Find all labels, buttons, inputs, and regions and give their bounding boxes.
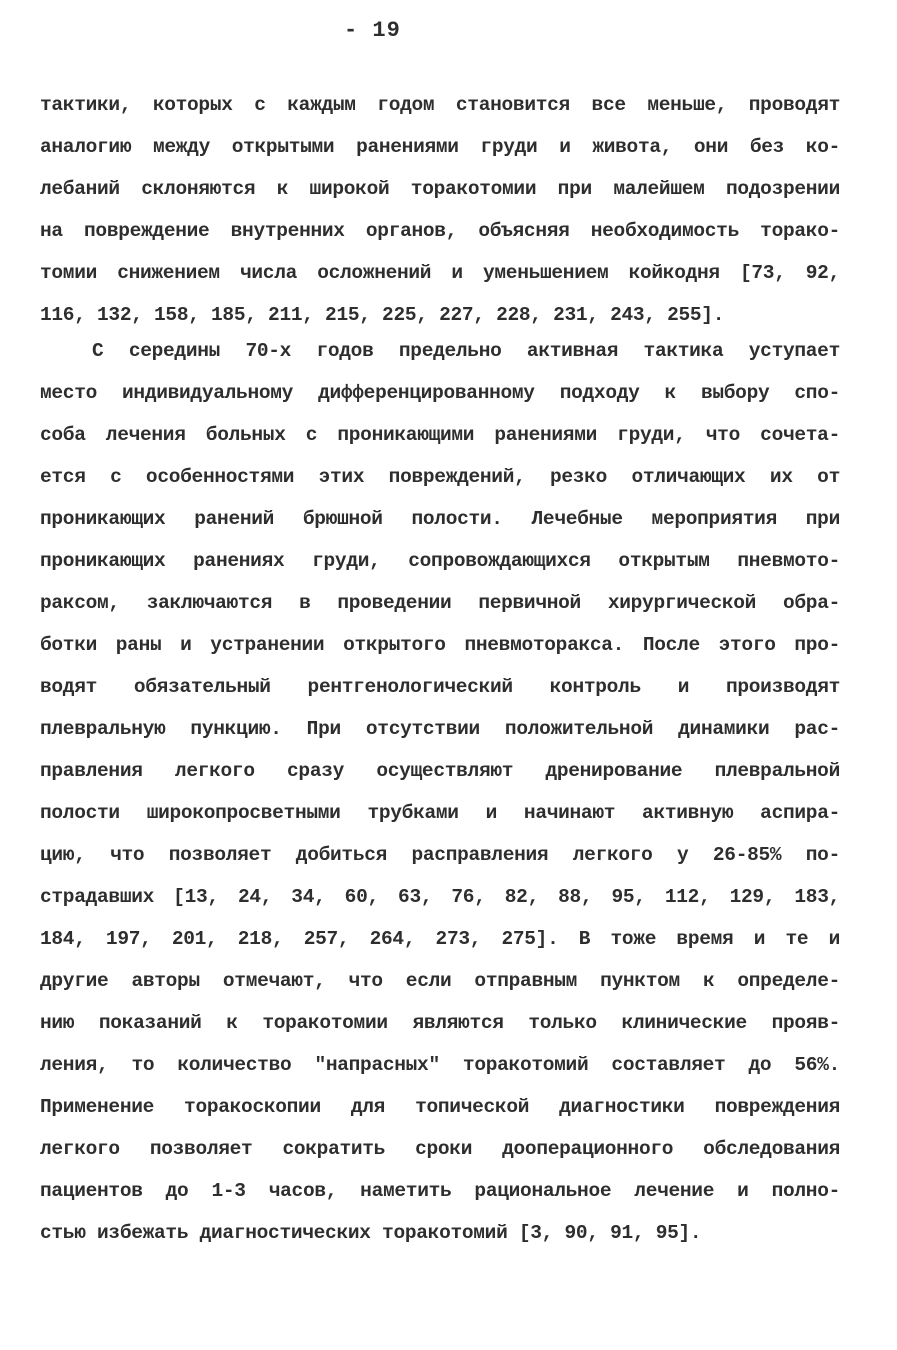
text-line: томии снижением числа осложнений и уменьшением койкодня [73, 92, <box>40 262 840 284</box>
text-line: на повреждение внутренних органов, объясняя необходимость торако- <box>40 220 840 242</box>
text-line: цию, что позволяет добиться расправления легкого у 26-85% по- <box>40 844 840 866</box>
text-line: плевральную пункцию. При отсутствии положительной динамики рас- <box>40 718 840 740</box>
text-line: пациентов до 1-3 часов, наметить рациональное лечение и полно- <box>40 1180 840 1202</box>
text-line: ется с особенностями этих повреждений, резко отличающих их от <box>40 466 840 488</box>
page-number: - 19 <box>344 18 401 43</box>
text-line: другие авторы отмечают, что если отправным пунктом к определе- <box>40 970 840 992</box>
text-line: 184, 197, 201, 218, 257, 264, 273, 275]. В тоже время и те и <box>40 928 840 950</box>
paragraph-1 <box>40 84 840 336</box>
text-line: легкого позволяет сократить сроки дооперационного обследования <box>40 1138 840 1160</box>
text-line: аналогию между открытыми ранениями груди и живота, они без ко- <box>40 136 840 158</box>
text-line: стью избежать диагностических торакотомий [3, 90, 91, 95]. <box>40 1222 702 1244</box>
text-line: проникающих ранений брюшной полости. Лечебные мероприятия при <box>40 508 840 530</box>
text-line: ботки раны и устранении открытого пневмоторакса. После этого про- <box>40 634 840 656</box>
text-line: 116, 132, 158, 185, 211, 215, 225, 227, 228, 231, 243, 255]. <box>40 304 725 326</box>
text-line: тактики, которых с каждым годом становится все меньше, проводят <box>40 94 840 116</box>
text-line: полости широкопросветными трубками и начинают активную аспира- <box>40 802 840 824</box>
paragraph-2 <box>40 330 840 1254</box>
text-line: ления, то количество "напрасных" торакотомий составляет до 56%. <box>40 1054 840 1076</box>
text-line: место индивидуальному дифференцированному подходу к выбору спо- <box>40 382 840 404</box>
text-line: водят обязательный рентгенологический контроль и производят <box>40 676 840 698</box>
text-line: С середины 70-х годов предельно активная тактика уступает <box>92 340 840 362</box>
text-line: лебаний склоняются к широкой торакотомии при малейшем подозрении <box>40 178 840 200</box>
text-line: раксом, заключаются в проведении первичной хирургической обра- <box>40 592 840 614</box>
text-line: соба лечения больных с проникающими ранениями груди, что сочета- <box>40 424 840 446</box>
text-line: проникающих ранениях груди, сопровождающихся открытым пневмото- <box>40 550 840 572</box>
text-line: нию показаний к торакотомии являются только клинические прояв- <box>40 1012 840 1034</box>
text-line: Применение торакоскопии для топической диагностики повреждения <box>40 1096 840 1118</box>
text-line: страдавших [13, 24, 34, 60, 63, 76, 82, 88, 95, 112, 129, 183, <box>40 886 840 908</box>
text-line: правления легкого сразу осуществляют дренирование плевральной <box>40 760 840 782</box>
